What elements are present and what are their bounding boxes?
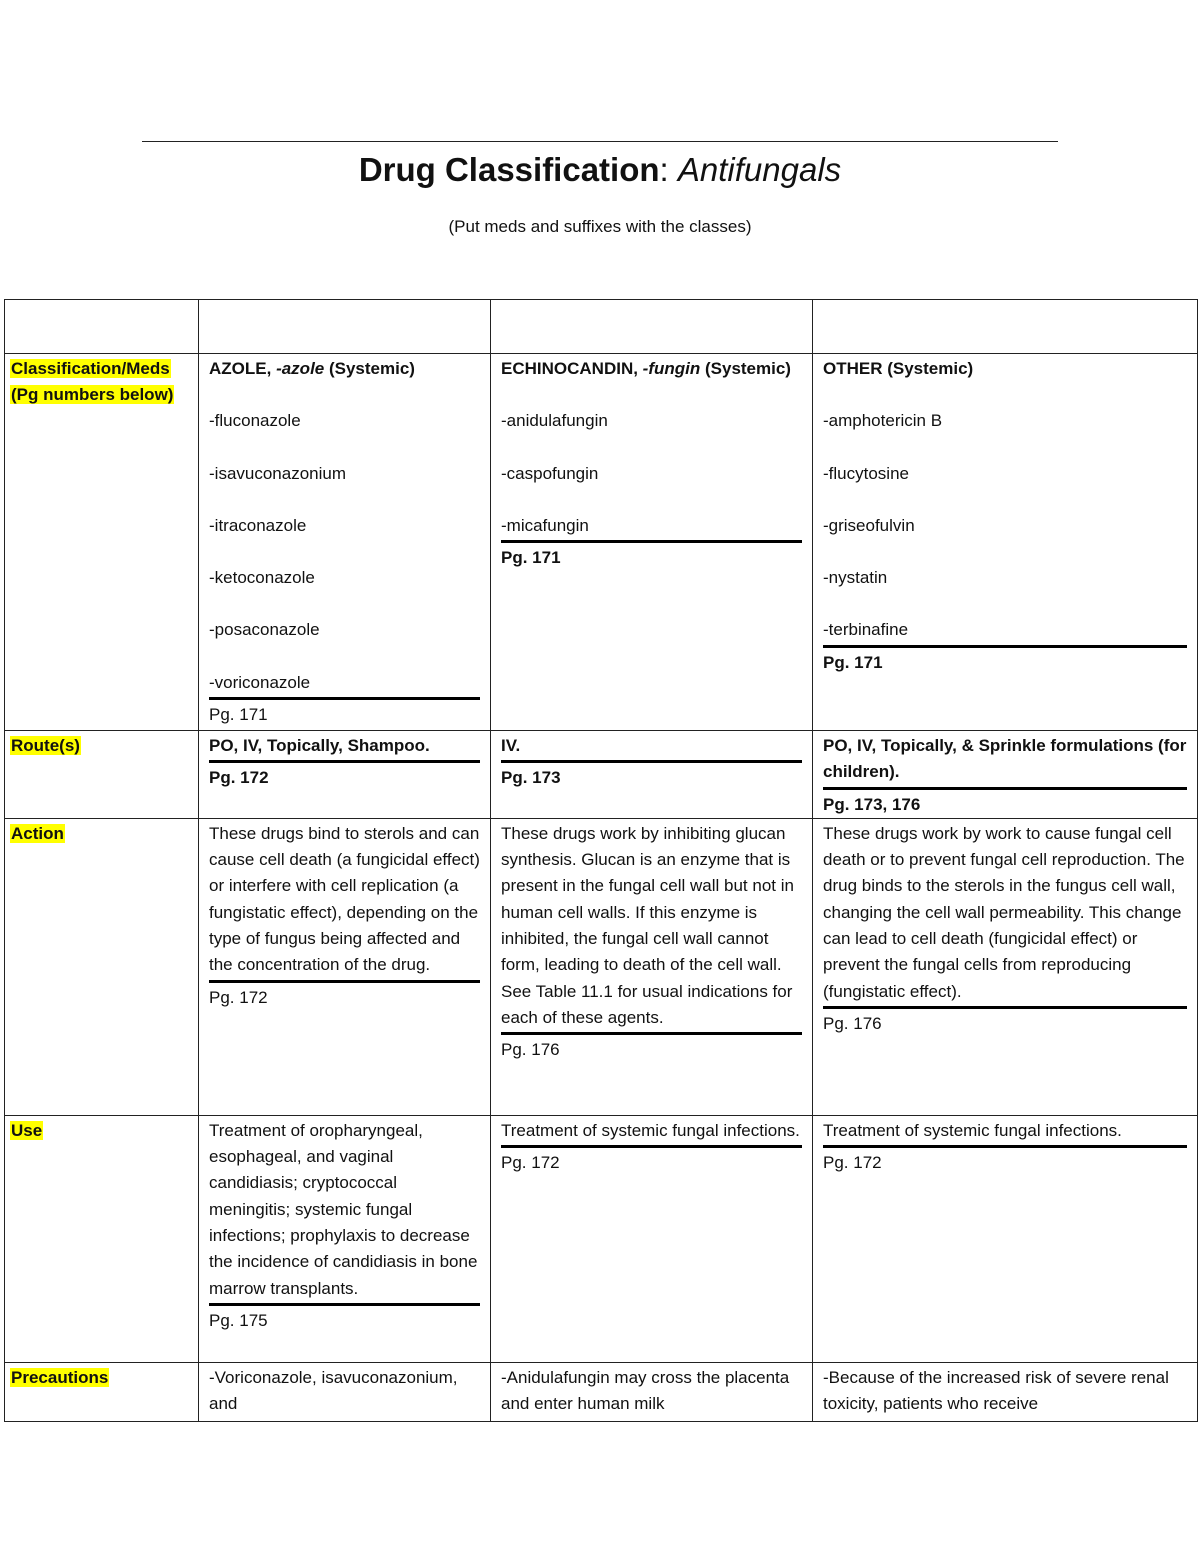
page-reference: Pg. 176 [823, 1013, 882, 1033]
med-item: -flucytosine [823, 463, 909, 483]
med-item: -caspofungin [501, 463, 599, 483]
title-separator: : [659, 151, 678, 188]
precautions-text: -Voriconazole, isavuconazonium, and [209, 1367, 458, 1414]
table-row-action [5, 818, 1198, 1115]
azole-classification-cell [199, 354, 491, 731]
echinocandin-use-cell [491, 1115, 813, 1362]
page-title [0, 150, 1200, 190]
other-classification-cell [813, 354, 1198, 731]
page-reference: Pg. 172 [209, 987, 268, 1007]
route-text: IV. [501, 733, 802, 763]
med-item: -terbinafine [823, 617, 1187, 647]
title-main: Drug Classification [358, 151, 660, 188]
med-item: -itraconazole [209, 515, 307, 535]
azole-route-cell [199, 731, 491, 819]
page-reference: Pg. 172 [823, 1153, 882, 1173]
page-reference: Pg. 171 [209, 705, 268, 725]
header-cell [199, 300, 491, 354]
echinocandin-route-cell [491, 731, 813, 819]
table-row-classification [5, 354, 1198, 731]
action-text: These drugs work by work to cause fungal cell death or to prevent fungal cell reproduction. The drug binds to the sterols in the fungus cell wall, changing the cell wall permeability. This change can lead to cell death (fungicidal effect) or prevent the fungal cells from reproducing (fungistatic effect). [823, 821, 1187, 1009]
med-item: -voriconazole [209, 670, 480, 700]
title-topic: Antifungals [677, 151, 842, 188]
drug-classification-table [4, 299, 1198, 1422]
table-row-route [5, 731, 1198, 819]
other-precautions-cell [813, 1362, 1198, 1421]
header-cell [491, 300, 813, 354]
use-text: Treatment of systemic fungal infections. [823, 1118, 1187, 1148]
table-row-use [5, 1115, 1198, 1362]
page-subtitle: (Put meds and suffixes with the classes) [448, 217, 752, 236]
header-cell [813, 300, 1198, 354]
action-text: These drugs work by inhibiting glucan synthesis. Glucan is an enzyme that is present in the fungal cell wall but not in human cell walls. If this enzyme is inhibited, the fungal cell wall cannot form, leading to death of the cell wall. See Table 11.1 for usual indications for each of these agents. [501, 821, 802, 1035]
route-text: PO, IV, Topically, Shampoo. [209, 733, 480, 763]
azole-action-cell [199, 818, 491, 1115]
row-label-cell [5, 354, 199, 731]
other-action-cell [813, 818, 1198, 1115]
echinocandin-action-cell [491, 818, 813, 1115]
other-use-cell [813, 1115, 1198, 1362]
precautions-text: -Anidulafungin may cross the placenta and enter human milk [501, 1367, 790, 1414]
azole-heading: AZOLE, -azole (Systemic) [209, 359, 415, 378]
med-item: -micafungin [501, 513, 802, 543]
table-header-row [5, 300, 1198, 354]
page-reference: Pg. 171 [823, 652, 883, 672]
page-reference: Pg. 175 [209, 1310, 268, 1330]
echinocandin-precautions-cell [491, 1362, 813, 1421]
page-reference: Pg. 172 [501, 1153, 560, 1173]
row-label-classification: Classification/Meds (Pg numbers below) [11, 359, 174, 405]
header-rule [142, 141, 1058, 142]
use-text: Treatment of systemic fungal infections. [501, 1118, 802, 1148]
med-item: -amphotericin B [823, 411, 943, 431]
other-route-cell [813, 731, 1198, 819]
table-row-precautions [5, 1362, 1198, 1421]
page-reference: Pg. 173 [501, 768, 561, 788]
echinocandin-classification-cell [491, 354, 813, 731]
med-item: -nystatin [823, 568, 888, 588]
med-item: -ketoconazole [209, 568, 315, 588]
page-reference: Pg. 173, 176 [823, 794, 921, 814]
med-item: -isavuconazonium [209, 463, 347, 483]
med-item: -posaconazole [209, 620, 320, 640]
row-label-cell [5, 818, 199, 1115]
med-item: -anidulafungin [501, 411, 608, 431]
row-label-precautions: Precautions [11, 1367, 109, 1387]
med-item: -fluconazole [209, 411, 301, 431]
azole-precautions-cell [199, 1362, 491, 1421]
other-heading: OTHER (Systemic) [823, 359, 974, 378]
route-text: PO, IV, Topically, & Sprinkle formulations (for children). [823, 733, 1187, 790]
azole-use-cell [199, 1115, 491, 1362]
row-label-use: Use [11, 1120, 43, 1140]
row-label-cell [5, 1362, 199, 1421]
header-cell [5, 300, 199, 354]
row-label-action: Action [11, 823, 64, 843]
echinocandin-heading: ECHINOCANDIN, -fungin (Systemic) [501, 359, 791, 378]
page-reference: Pg. 171 [501, 548, 561, 568]
page-reference: Pg. 176 [501, 1040, 560, 1060]
row-label-cell [5, 1115, 199, 1362]
med-item: -griseofulvin [823, 515, 915, 535]
precautions-text: -Because of the increased risk of severe renal toxicity, patients who receive [823, 1367, 1169, 1414]
row-label-route: Route(s) [11, 736, 80, 755]
row-label-cell [5, 731, 199, 819]
page-reference: Pg. 172 [209, 768, 269, 788]
action-text: These drugs bind to sterols and can cause cell death (a fungicidal effect) or interfere with cell replication (a fungistatic effect), depending on the type of fungus being affected and the concentration of the drug. [209, 821, 480, 983]
use-text: Treatment of oropharyngeal, esophageal, and vaginal candidiasis; cryptococcal meningitis; systemic fungal infections; prophylaxis to decrease the incidence of candidiasis in bone marrow transplants. [209, 1118, 480, 1306]
